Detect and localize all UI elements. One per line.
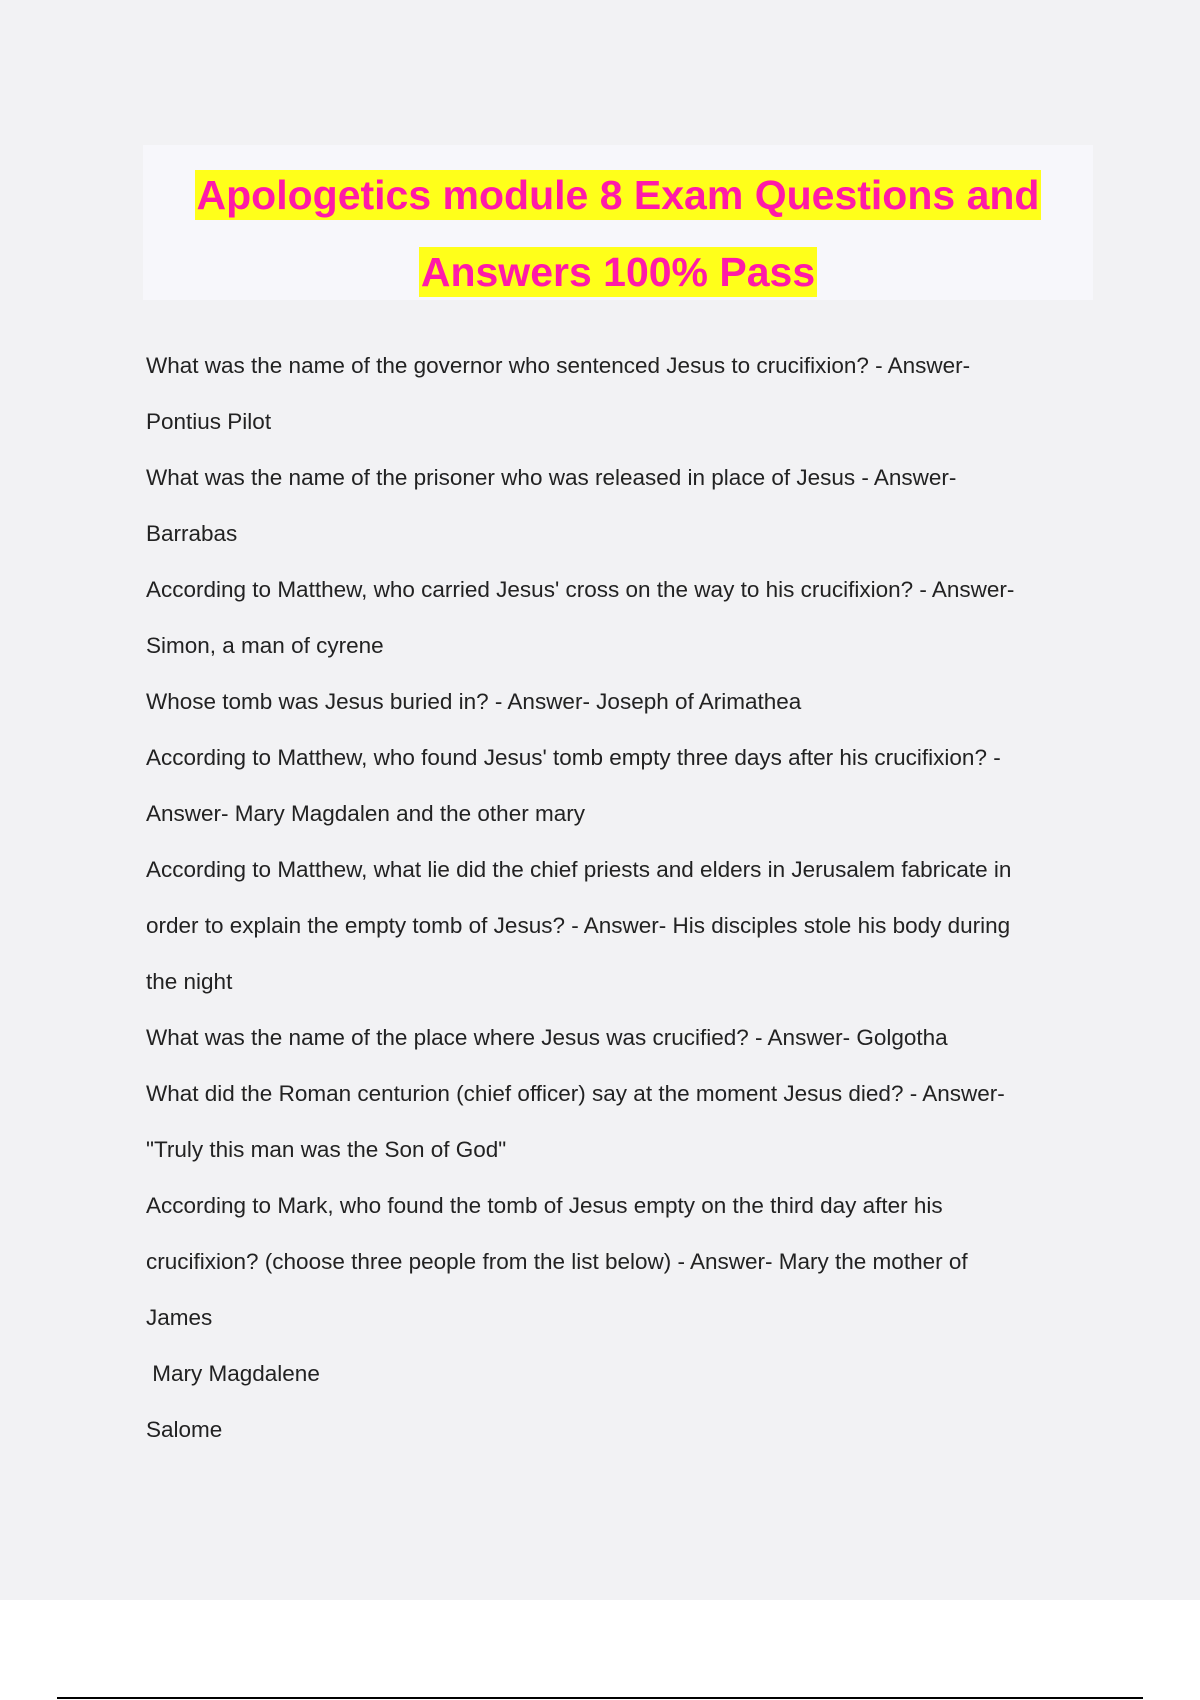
text-line: the night	[146, 969, 233, 994]
qa-content	[146, 338, 1096, 1458]
text-line: What was the name of the place where Jesus was crucified? - Answer- Golgotha	[146, 1025, 948, 1050]
text-line: Barrabas	[146, 521, 238, 546]
text-line: Salome	[146, 1417, 223, 1442]
title-box	[143, 145, 1093, 300]
text-line: What was the name of the prisoner who was released in place of Jesus - Answer-	[146, 465, 957, 490]
text-line: What was the name of the governor who sentenced Jesus to crucifixion? - Answer-	[146, 353, 971, 378]
document-title-line-1: Apologetics module 8 Exam Questions and	[196, 172, 1040, 218]
text-line: crucifixion? (choose three people from the list below) - Answer- Mary the mother of	[146, 1249, 968, 1274]
document-title-line-2: Answers 100% Pass	[420, 249, 816, 295]
text-line: Whose tomb was Jesus buried in? - Answer- Joseph of Arimathea	[146, 689, 802, 714]
text-line: According to Matthew, what lie did the chief priests and elders in Jerusalem fabricate in	[146, 857, 1012, 882]
text-line: According to Matthew, who carried Jesus' cross on the way to his crucifixion? - Answer-	[146, 577, 1015, 602]
text-line: Answer- Mary Magdalen and the other mary	[146, 801, 585, 826]
text-line: James	[146, 1305, 213, 1330]
text-line: According to Matthew, who found Jesus' tomb empty three days after his crucifixion? -	[146, 745, 1001, 770]
text-line: Simon, a man of cyrene	[146, 633, 384, 658]
text-line: Pontius Pilot	[146, 409, 272, 434]
page-bottom-rule	[57, 1697, 1143, 1699]
text-line: What did the Roman centurion (chief officer) say at the moment Jesus died? - Answer-	[146, 1081, 1005, 1106]
text-line: According to Mark, who found the tomb of Jesus empty on the third day after his	[146, 1193, 943, 1218]
text-line: order to explain the empty tomb of Jesus? - Answer- His disciples stole his body during	[146, 913, 1011, 938]
text-line: Mary Magdalene	[146, 1361, 320, 1386]
text-line: "Truly this man was the Son of God"	[146, 1137, 507, 1162]
